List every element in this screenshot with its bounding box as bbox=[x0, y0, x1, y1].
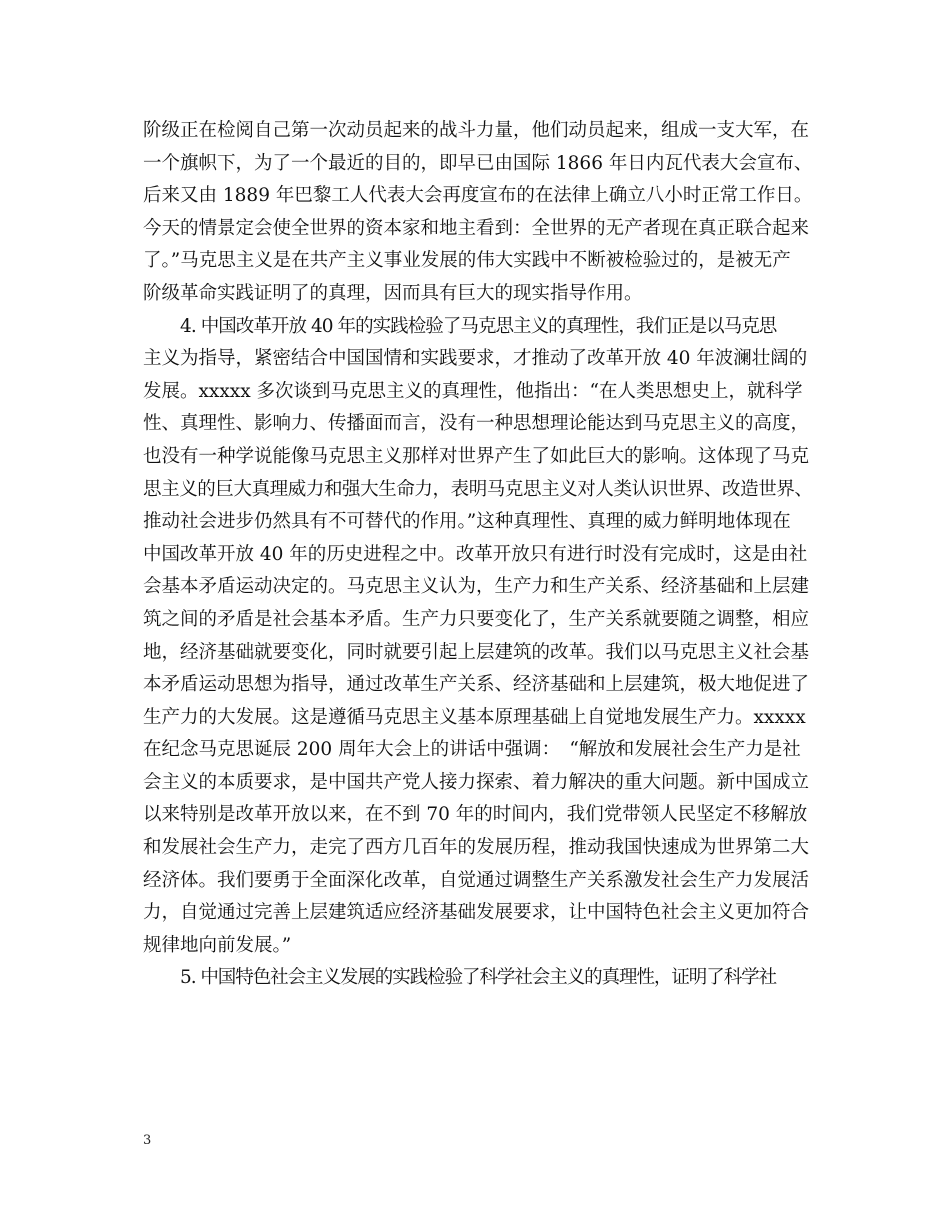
text-line: 会主义的本质要求，是中国共产党人接力探索、着力解决的重大问题。新中国成立 bbox=[143, 771, 810, 793]
text-line: 了。”马克思主义是在共产主义事业发展的伟大实践中不断被检验过的，是被无产 bbox=[143, 250, 791, 272]
body-text bbox=[143, 115, 813, 995]
text-line: 会基本矛盾运动决定的。马克思主义认为，生产力和生产关系、经济基础和上层建 bbox=[143, 576, 810, 598]
text-line: 一个旗帜下，为了一个最近的目的，即早已由国际 1866 年日内瓦代表大会宣布、 bbox=[143, 152, 813, 174]
text-line: 主义为指导，紧密结合中国国情和实践要求，才推动了改革开放 40 年波澜壮阔的 bbox=[143, 348, 808, 370]
text-line: 规律地向前发展。” bbox=[143, 934, 292, 956]
text-line: 筑之间的矛盾是社会基本矛盾。生产力只要变化了，生产关系就要随之调整，相应 bbox=[143, 608, 810, 630]
text-line: 力，自觉通过完善上层建筑适应经济基础发展要求，让中国特色社会主义更加符合 bbox=[143, 902, 810, 924]
page-number: 3 bbox=[143, 1133, 152, 1148]
text-line: 以来特别是改革开放以来，在不到 70 年的时间内，我们党带领人民坚定不移解放 bbox=[143, 804, 808, 826]
text-line: 在纪念马克思诞辰 200 周年大会上的讲话中强调： “解放和发展社会生产力是社 bbox=[143, 739, 801, 761]
text-line: 阶级正在检阅自己第一次动员起来的战斗力量，他们动员起来，组成一支大军，在 bbox=[143, 120, 810, 141]
text-line: 中国改革开放 40 年的历史进程之中。改革开放只有进行时没有完成时，这是由社 bbox=[143, 543, 808, 565]
text-line: 思主义的巨大真理威力和强大生命力，表明马克思主义对人类认识世界、改造世界、 bbox=[143, 478, 813, 500]
text-line: 经济体。我们要勇于全面深化改革，自觉通过调整生产关系激发社会生产力发展活 bbox=[143, 869, 810, 891]
text-line: 生产力的大发展。这是遵循马克思主义基本原理基础上自觉地发展生产力。xxxxx bbox=[143, 706, 806, 728]
text-line: 推动社会进步仍然具有不可替代的作用。”这种真理性、真理的威力鲜明地体现在 bbox=[143, 511, 791, 533]
text-line: 也没有一种学说能像马克思主义那样对世界产生了如此巨大的影响。这体现了马克 bbox=[143, 445, 810, 467]
text-line: 5. 中国特色社会主义发展的实践检验了科学社会主义的真理性，证明了科学社 bbox=[180, 967, 777, 989]
text-line: 阶级革命实践证明了的真理，因而具有巨大的现实指导作用。 bbox=[143, 282, 643, 304]
text-line: 发展。xxxxx 多次谈到马克思主义的真理性，他指出：“在人类思想史上，就科学 bbox=[143, 380, 803, 402]
text-line: 地，经济基础就要变化，同时就要引起上层建筑的改革。我们以马克思主义社会基 bbox=[143, 641, 810, 663]
text-line: 后来又由 1889 年巴黎工人代表大会再度宣布的在法律上确立八小时正常工作日。 bbox=[143, 185, 813, 207]
text-line: 本矛盾运动思想为指导，通过改革生产关系、经济基础和上层建筑，极大地促进了 bbox=[143, 674, 810, 696]
text-line: 性、真理性、影响力、传播面而言，没有一种思想理论能达到马克思主义的高度， bbox=[143, 413, 810, 435]
text-line: 4. 中国改革开放 40 年的实践检验了马克思主义的真理性，我们正是以马克思 bbox=[180, 315, 777, 337]
text-line: 和发展社会生产力，走完了西方几百年的发展历程，推动我国快速成为世界第二大 bbox=[143, 837, 810, 859]
text-line: 今天的情景定会使全世界的资本家和地主看到：全世界的无产者现在真正联合起来 bbox=[143, 217, 810, 239]
